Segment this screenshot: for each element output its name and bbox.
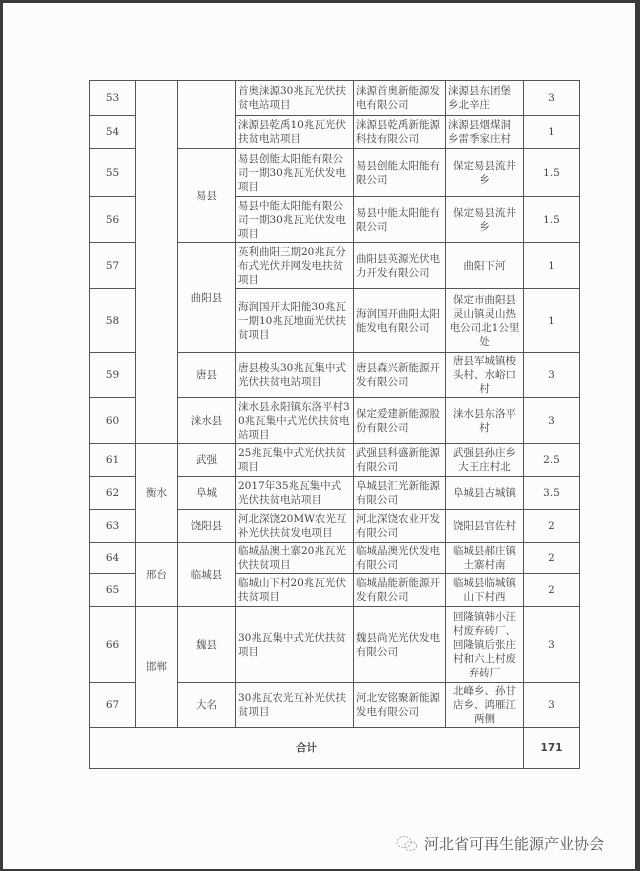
location: 阜城县古城镇 <box>446 477 524 510</box>
project-name: 首奥涞源30兆瓦光伏扶贫电站项目 <box>236 81 354 116</box>
table-row <box>90 81 580 116</box>
row-number: 63 <box>90 510 136 543</box>
county-cell: 魏县 <box>178 607 236 683</box>
project-table <box>89 80 580 769</box>
row-number: 64 <box>90 543 136 574</box>
company-name: 魏县尚光光伏发电有限公司 <box>354 607 446 683</box>
county-cell: 曲阳县 <box>178 243 236 353</box>
project-name: 临城山下村20兆瓦光伏扶贫项目 <box>236 574 354 607</box>
wechat-logo-icon <box>396 835 418 853</box>
location: 唐县军城镇梭头村、水峪口村 <box>446 353 524 398</box>
row-number: 57 <box>90 243 136 289</box>
city-cell: 衡水 <box>136 444 178 543</box>
row-number: 66 <box>90 607 136 683</box>
county-cell <box>178 81 236 149</box>
capacity: 3 <box>524 353 580 398</box>
company-name: 河北安铭聚新能源发电有限公司 <box>354 683 446 728</box>
table-row <box>90 607 580 683</box>
company-name: 阜城县汇光新能源有限公司 <box>354 477 446 510</box>
row-number: 60 <box>90 398 136 444</box>
city-cell <box>136 81 178 444</box>
project-name: 易县创能太阳能有限公司一期30兆瓦光伏发电项目 <box>236 149 354 197</box>
county-cell: 大名 <box>178 683 236 728</box>
project-name: 英利曲阳三期20兆瓦分布式光伏并网发电扶贫项目 <box>236 243 354 289</box>
row-number: 54 <box>90 116 136 149</box>
company-name: 海润国开曲阳太阳能发电有限公司 <box>354 289 446 353</box>
city-cell: 邯郸 <box>136 607 178 728</box>
company-name: 临城晶澳光伏发电有限公司 <box>354 543 446 574</box>
project-name: 临城晶澳土寨20兆瓦光伏扶贫项目 <box>236 543 354 574</box>
location: 临城县郝庄镇土寨村南 <box>446 543 524 574</box>
company-name: 河北深饶农业开发有限公司 <box>354 510 446 543</box>
project-name: 易县中能太阳能有限公司一期30兆瓦光伏发电项目 <box>236 197 354 243</box>
row-number: 61 <box>90 444 136 477</box>
county-cell: 临城县 <box>178 543 236 607</box>
capacity: 3 <box>524 683 580 728</box>
capacity: 1 <box>524 116 580 149</box>
capacity: 1.5 <box>524 149 580 197</box>
capacity: 2 <box>524 543 580 574</box>
company-name: 涞源首奥新能源发电有限公司 <box>354 81 446 116</box>
total-value: 171 <box>524 728 580 769</box>
row-number: 59 <box>90 353 136 398</box>
location: 曲阳下河 <box>446 243 524 289</box>
row-number: 62 <box>90 477 136 510</box>
capacity: 1 <box>524 243 580 289</box>
company-name: 涞源县乾禹新能源科技有限公司 <box>354 116 446 149</box>
company-name: 武强县科盛新能源有限公司 <box>354 444 446 477</box>
capacity: 2 <box>524 510 580 543</box>
watermark-text: 河北省可再生能源产业协会 <box>424 835 605 853</box>
watermark <box>396 833 604 854</box>
project-name: 涞水县永阳镇东洛平村30兆瓦集中式光伏扶贫电站项目 <box>236 398 354 444</box>
capacity: 3 <box>524 607 580 683</box>
capacity: 3 <box>524 398 580 444</box>
company-name: 唐县森兴新能源开发有限公司 <box>354 353 446 398</box>
project-name: 25兆瓦集中式光伏扶贫项目 <box>236 444 354 477</box>
county-cell: 涞水县 <box>178 398 236 444</box>
location: 临城县临城镇山下村西 <box>446 574 524 607</box>
capacity: 3 <box>524 81 580 116</box>
company-name: 保定爱建新能源股份有限公司 <box>354 398 446 444</box>
location: 涞源县东团堡乡北辛庄 <box>446 81 524 116</box>
location: 涞水县东洛平村 <box>446 398 524 444</box>
company-name: 易县创能太阳能有限公司 <box>354 149 446 197</box>
row-number: 53 <box>90 81 136 116</box>
county-cell: 阜城 <box>178 477 236 510</box>
row-number: 65 <box>90 574 136 607</box>
row-number: 58 <box>90 289 136 353</box>
company-name: 易县中能太阳能有限公司 <box>354 197 446 243</box>
row-number: 67 <box>90 683 136 728</box>
location: 保定易县流井乡 <box>446 149 524 197</box>
table-row <box>90 543 580 574</box>
county-cell: 易县 <box>178 149 236 243</box>
location: 涞源县烟煤洞乡雷季家庄村 <box>446 116 524 149</box>
county-cell: 唐县 <box>178 353 236 398</box>
company-name: 曲阳县英源光伏电力开发有限公司 <box>354 243 446 289</box>
row-number: 56 <box>90 197 136 243</box>
county-cell: 饶阳县 <box>178 510 236 543</box>
total-label: 合计 <box>90 728 524 769</box>
total-row <box>90 728 580 769</box>
project-name: 30兆瓦集中式光伏扶贫项目 <box>236 607 354 683</box>
location: 保定易县流井乡 <box>446 197 524 243</box>
location: 保定市曲阳县灵山镇灵山热电公司北1公里处 <box>446 289 524 353</box>
project-name: 海润国开太阳能30兆瓦一期10兆瓦地面光伏扶贫项目 <box>236 289 354 353</box>
company-name: 临城晶能新能源开发有限公司 <box>354 574 446 607</box>
capacity: 2.5 <box>524 444 580 477</box>
document-page <box>3 3 635 869</box>
row-number: 55 <box>90 149 136 197</box>
city-cell: 邢台 <box>136 543 178 607</box>
project-name: 唐县梭头30兆瓦集中式光伏扶贫电站项目 <box>236 353 354 398</box>
county-cell: 武强 <box>178 444 236 477</box>
capacity: 3.5 <box>524 477 580 510</box>
capacity: 1 <box>524 289 580 353</box>
capacity: 2 <box>524 574 580 607</box>
capacity: 1.5 <box>524 197 580 243</box>
project-name: 涞源县乾禹10兆瓦光伏扶贫电站项目 <box>236 116 354 149</box>
location: 武强县孙庄乡大王庄村北 <box>446 444 524 477</box>
table-row <box>90 444 580 477</box>
location: 回隆镇韩小汪村废弃砖厂、回隆镇后张庄村和六上村废弃砖厂 <box>446 607 524 683</box>
location: 北峰乡、孙甘店乡、鸿雁江两侧 <box>446 683 524 728</box>
location: 饶阳县官佐村 <box>446 510 524 543</box>
project-name: 河北深饶20MW农光互补光伏扶贫发电项目 <box>236 510 354 543</box>
project-name: 30兆瓦农光互补光伏扶贫项目 <box>236 683 354 728</box>
project-name: 2017年35兆瓦集中式光伏扶贫电站项目 <box>236 477 354 510</box>
